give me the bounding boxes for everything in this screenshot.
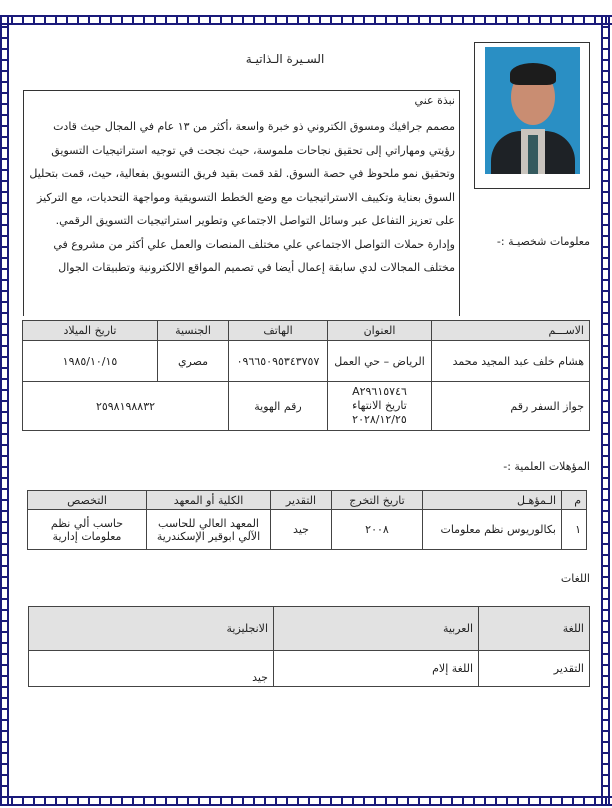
personal-info-label: معلومات شخصيـة :- [496, 235, 590, 248]
passport-expiry-label: تاريخ الانتهاء [352, 399, 407, 412]
header-arabic: العربية [274, 607, 479, 651]
header-language: اللغة [479, 607, 590, 651]
profile-photo-image [485, 47, 580, 174]
qualification-specialization: حاسب ألي نظم معلومات إدارية [28, 510, 147, 550]
language-grade-label: التقدير [479, 651, 590, 687]
page-border-top [0, 15, 612, 25]
phone-value: ٠٩٦٦٥٠٩٥٣٤٣٧٥٧ [229, 341, 328, 382]
passport-cell [328, 382, 432, 431]
header-phone: الهاتف [229, 321, 328, 341]
personal-info-table [22, 320, 590, 431]
header-specialization: التخصص [28, 491, 147, 510]
qualification-college: المعهد العالي للحاسب الآلي ابوقير الإسكندرية [147, 510, 271, 550]
address-value: الرياض – حي العمل [328, 341, 432, 382]
document-title: السـيرة الـذاتيـة [245, 52, 325, 66]
languages-table [28, 606, 590, 687]
passport-number: A٢٩٦١٥٧٤٦ [352, 385, 407, 398]
about-text: مصمم جرافيك ومسوق الكتروني ذو خبرة واسعة ،أكثر من ١٣ عام في المجال حيث قادت رؤيتي ومهاراتي إلى تحقيق نجاحات ملموسة، حيث نجحت في توجيه استراتيجيات التسويق وتحقيق نمو ملحوظ في حصة السوق. لقد قمت بقيد فريق التسويق بفعالية، حيث، قمت بتحليل السوق بعناية وتكييف الاستراتيجيات مع وضع الخطط التسويقية ومواجهة التحديات، مع التركيز على تعزيز التفاعل عبر وسائل التواصل الاجتماعي وتطوير استراتيجيات التسويق الرقمي. وإدارة حملات التواصل الاجتماعي علي مختلف المنصات والعمل علي أكثر من مشروع في مختلف المجالات لدي سابقة إعمال أيضا في تصميم المواقع الالكترونية وتطبيقات الجوال [29, 120, 455, 274]
arabic-grade: اللغة إلام [274, 651, 479, 687]
qualifications-label: المؤهلات العلمية :- [503, 460, 590, 473]
name-value: هشام خلف عبد المجيد محمد [432, 341, 590, 382]
qualifications-table [27, 490, 587, 550]
about-heading: نبذة عني [414, 94, 455, 107]
id-label: رقم الهوية [229, 382, 328, 431]
qualification-row [28, 510, 587, 550]
profile-photo [474, 42, 590, 189]
nationality-value: مصري [158, 341, 229, 382]
passport-label: جواز السفر رقم [432, 382, 590, 431]
header-qualification: الـمؤهـل [423, 491, 562, 510]
birth-date-value: ١٩٨٥/١٠/١٥ [23, 341, 158, 382]
page-border-bottom [0, 796, 612, 806]
header-college: الكلية أو المعهد [147, 491, 271, 510]
header-grade: التقدير [271, 491, 332, 510]
qualification-index: ١ [562, 510, 587, 550]
page-border-left [0, 15, 9, 806]
qualification-name: بكالوريوس نظم معلومات [423, 510, 562, 550]
languages-label: اللغات [560, 572, 590, 585]
english-grade: جيد [29, 651, 274, 687]
header-name: الاســـم [432, 321, 590, 341]
header-graduation-date: تاريخ التخرج [332, 491, 423, 510]
id-number: ٢٥٩٨١٩٨٨٣٢ [23, 382, 229, 431]
passport-expiry: ٢٠٢٨/١٢/٢٥ [352, 413, 407, 426]
header-nationality: الجنسية [158, 321, 229, 341]
qualification-date: ٢٠٠٨ [332, 510, 423, 550]
header-english: الانجليزية [29, 607, 274, 651]
header-index: م [562, 491, 587, 510]
about-section [23, 90, 460, 316]
qualification-grade: جيد [271, 510, 332, 550]
page-border-right [601, 15, 610, 806]
header-address: العنوان [328, 321, 432, 341]
header-birth-date: تاريخ الميلاد [23, 321, 158, 341]
